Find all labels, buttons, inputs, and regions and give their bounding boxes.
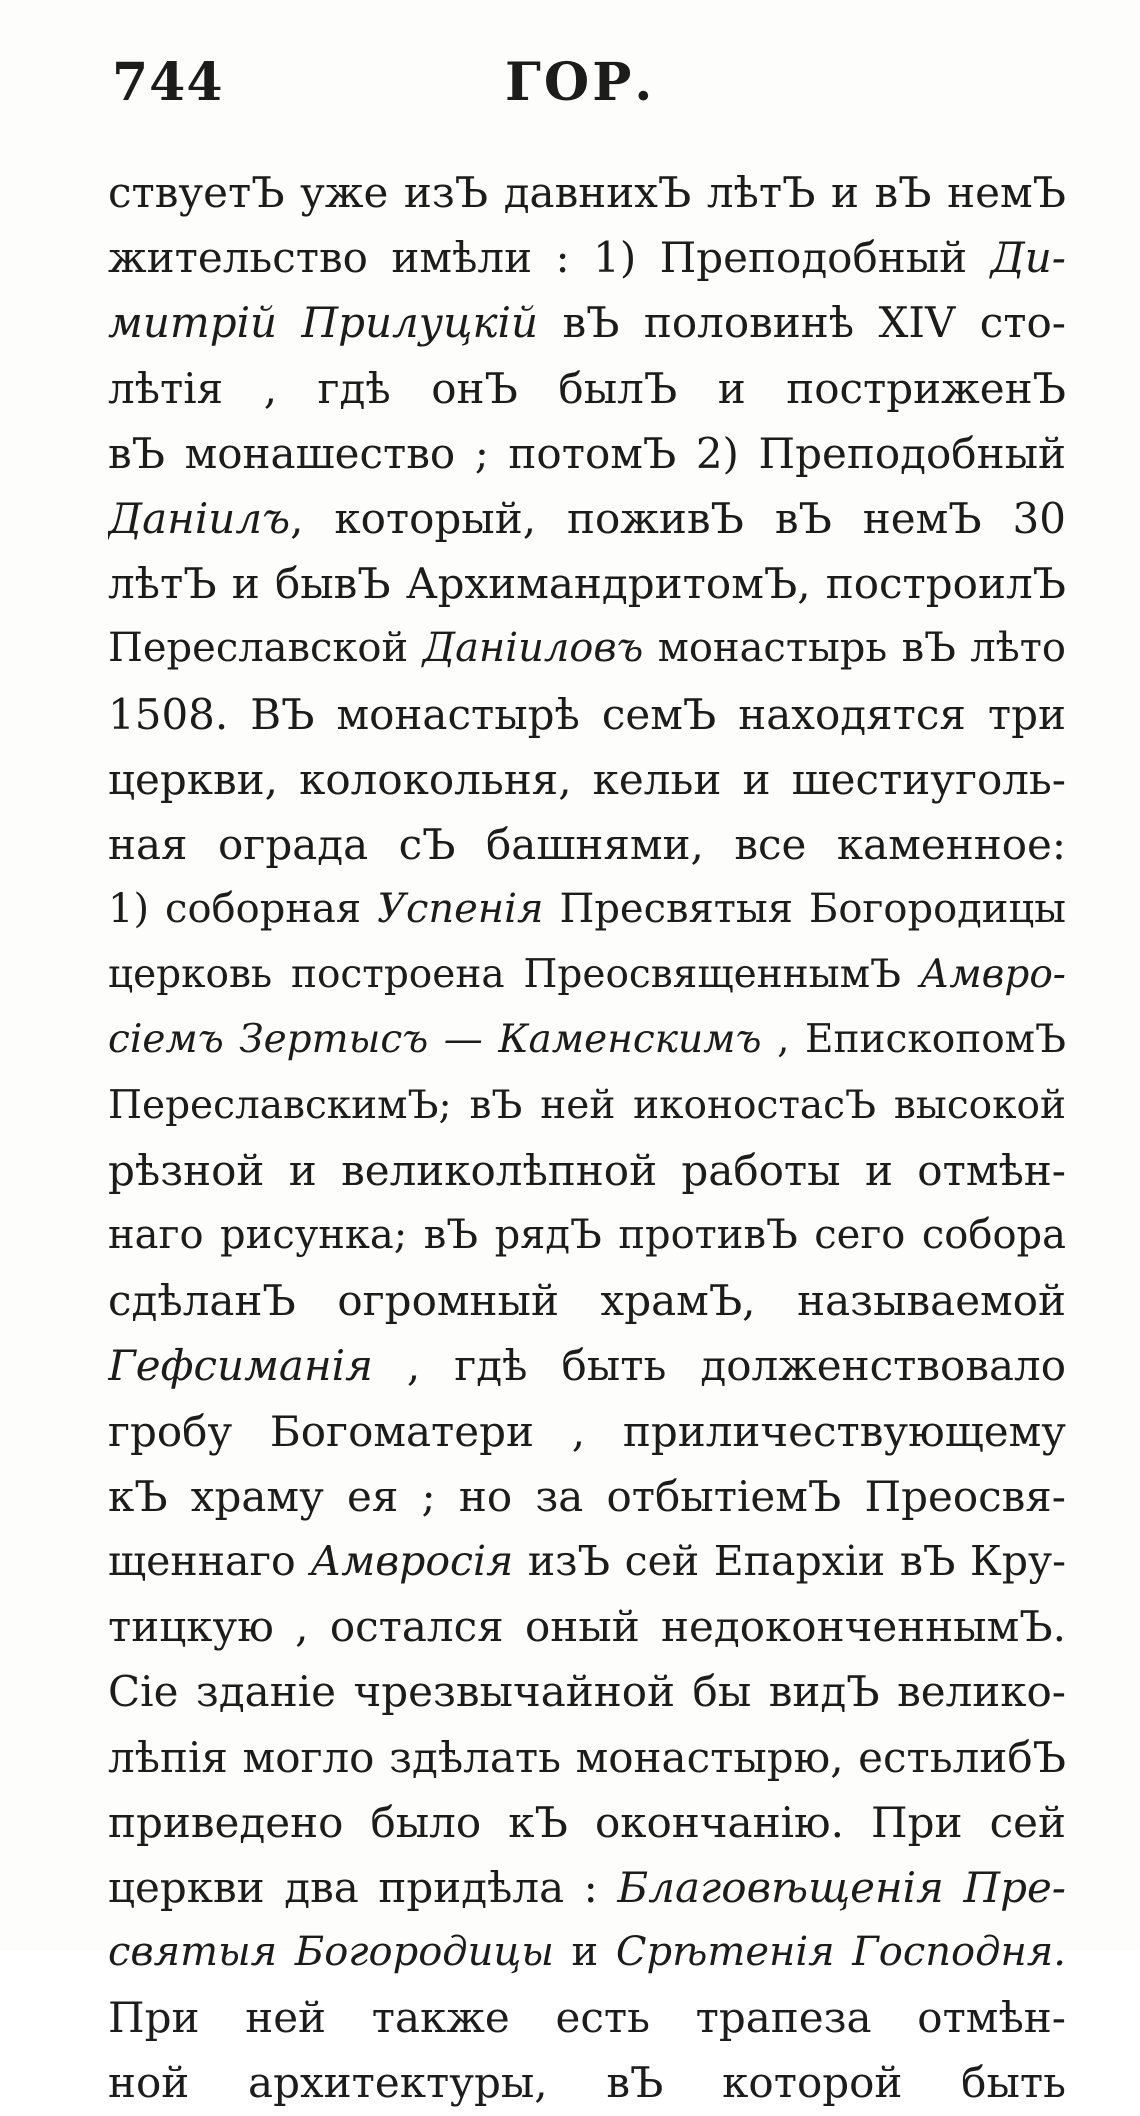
text-line [108,1464,1066,1529]
italic-text: Благовѣщенiя Пре- [617,1862,1066,1912]
page-number: 744 [112,52,224,113]
body-text-run: Пресвятыя Богородицы [543,886,1066,933]
body-text-run: ПереславскимЪ; вЪ ней иконостасЪ высокой [108,1082,1066,1128]
text-line [108,1659,1066,1724]
text-line [108,616,1066,681]
body-text-run: щеннаго [108,1536,311,1585]
body-text-run: Переславской [108,625,423,672]
body-text [108,160,1066,2116]
italic-text: Амвросiя [310,1536,514,1585]
text-line [108,1594,1066,1659]
body-text-run: вЪ монашество ; потомЪ 2) Преподобный [108,428,1066,478]
text-line [108,1985,1066,2050]
body-text-run: лѣпiя могло здѣлать монастырю, естьлибЪ [108,1732,1066,1782]
body-text-run: , ЕпископомЪ [761,1017,1066,1063]
text-line [108,682,1066,747]
text-line [108,160,1066,225]
running-head: ГОР. [505,52,656,113]
text-line [108,421,1066,486]
body-text-run: жительство имѣли : 1) Преподобный [108,233,991,283]
body-text-run: При ней также есть трапеза отмѣн- [108,1993,1066,2043]
body-text-run: ной архитектуры, вЪ которой быть [108,2058,1066,2108]
body-text-run: ная ограда сЪ башнями, все каменное: [108,819,1066,869]
text-line [108,551,1066,616]
text-line [108,225,1066,290]
body-text-run: тицкую , остался оный недоконченнымЪ. [108,1602,1066,1652]
body-text-run: Сiе зданiе чрезвычайной бы видЪ велико- [108,1667,1066,1717]
body-text-run: изЪ сей Епархiи вЪ Кру- [513,1536,1066,1585]
text-line [108,486,1066,551]
body-text-run: лѣтiя , гдѣ онЪ былЪ и постриженЪ [108,363,1066,413]
body-text-run: церкви два придѣла : [108,1862,618,1912]
text-line [108,877,1066,942]
text-line [108,1399,1066,1464]
text-line [108,1529,1066,1594]
italic-text: Гефсиманiя [108,1341,373,1391]
text-line [108,1138,1066,1203]
text-line [108,1007,1066,1072]
body-text-run: , который, поживЪ вЪ немЪ 30 [290,493,1066,543]
text-line [108,2050,1066,2115]
body-text-run: церковь построена ПреосвященнымЪ [108,952,920,998]
text-line [108,1790,1066,1855]
italic-text: сiемъ Зертысъ — Каменскимъ [108,1017,762,1063]
body-text-run: рѣзной и великолѣпной работы и отмѣн- [108,1145,1066,1195]
body-text-run: гробу Богоматери , приличествующему [108,1406,1066,1456]
body-text-run: приведено было кЪ окончанiю. При сей [108,1797,1066,1847]
italic-text: святыя Богородицы [108,1929,554,1976]
body-text-run: ствуетЪ уже изЪ давнихЪ лѣтЪ и вЪ немЪ [108,168,1066,217]
text-line [108,942,1066,1007]
body-text-run: лѣтЪ и бывЪ АрхимандритомЪ, построилЪ [108,559,1066,609]
text-line [108,1725,1066,1790]
text-line [108,356,1066,421]
body-text-run: 1) соборная [108,886,378,933]
body-text-run: и [553,1929,616,1976]
italic-text: Успенiя [377,886,544,933]
italic-text: Данiиловъ [422,625,644,672]
italic-text: Данiилъ [108,493,291,543]
body-text-run: 1508. ВЪ монастырѣ семЪ находятся три [108,689,1066,739]
text-line [108,1855,1066,1920]
text-line [108,1333,1066,1398]
text-line [108,290,1066,355]
body-text-run: кЪ храму ея ; но за отбытiемЪ Преосвя- [108,1471,1066,1521]
body-text-run: наго рисунка; вЪ рядЪ противЪ сего собора [108,1212,1066,1258]
body-text-run: , гдѣ быть долженствовало [372,1341,1066,1391]
text-line [108,1203,1066,1268]
body-text-run: вЪ половинѣ XIV сто- [538,298,1066,348]
text-line [108,812,1066,877]
italic-text: митрiй Прилуцкiй [108,298,539,348]
italic-text: Амвро- [919,952,1066,998]
body-text-run: церкви, колокольня, кельи и шестиуголь- [108,754,1066,804]
text-line [108,1268,1066,1333]
body-text-run: сдѣланЪ огромный храмЪ, называемой [108,1276,1066,1326]
page-header [0,52,1140,122]
italic-text: Ди- [990,233,1066,283]
italic-text: Срѣтенiя Господня. [615,1929,1066,1976]
text-line [108,1920,1066,1985]
text-line [108,747,1066,812]
text-line [108,1073,1066,1138]
body-text-run: монастырь вЪ лѣто [643,625,1066,672]
